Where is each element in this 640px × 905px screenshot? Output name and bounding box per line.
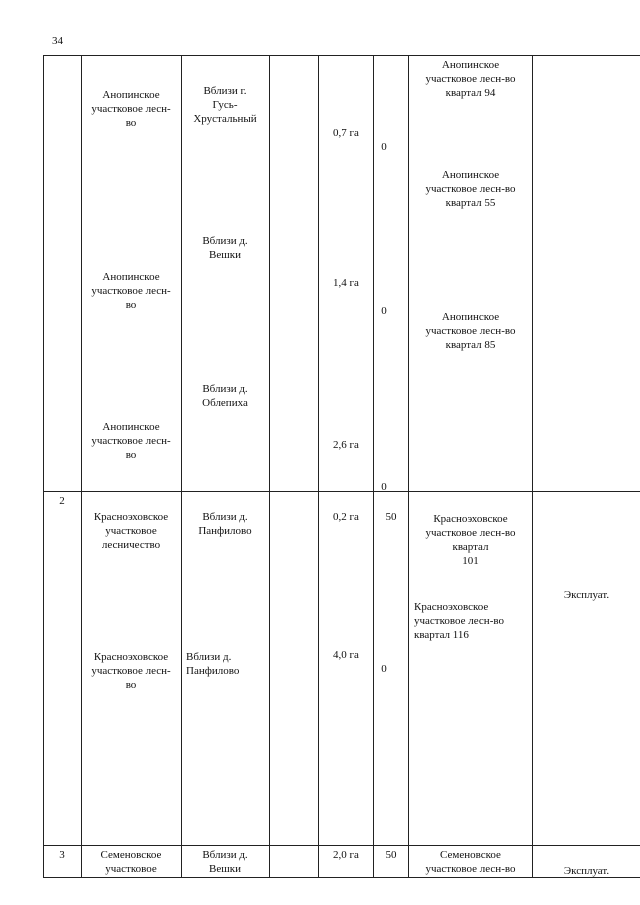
quarter-cell: Анопинское участковое лесн-во квартал 85 <box>425 311 516 351</box>
near-cell: Вблизи д. Панфилово <box>186 651 240 677</box>
value-cell: 0 <box>381 305 387 317</box>
value-cell: 50 <box>385 849 397 861</box>
location-cell: Анопинское участковое лесн- во <box>91 271 171 311</box>
area-cell: 1,4 га <box>333 277 359 289</box>
value-cell: 0 <box>381 141 387 153</box>
area-cell: 2,6 га <box>333 439 359 451</box>
near-cell: Вблизи г. Гусь- Хрустальный <box>193 85 257 125</box>
near-cell: Вблизи д. Панфилово <box>198 511 252 537</box>
status-cell: Эксплуат. <box>563 589 610 601</box>
status-cell: Эксплуат. <box>563 865 610 877</box>
near-cell: Вблизи д. Вешки <box>202 849 248 875</box>
area-cell: 0,7 га <box>333 127 359 139</box>
location-cell: Семеновское участковое <box>100 849 162 875</box>
quarter-cell: Анопинское участковое лесн-во квартал 55 <box>425 169 516 209</box>
quarter-cell: Красноэховское участковое лесн-во квартал 116 <box>414 601 504 641</box>
value-cell: 0 <box>381 481 387 493</box>
quarter-cell: Анопинское участковое лесн-во квартал 94 <box>425 59 516 99</box>
value-cell: 50 <box>385 511 397 523</box>
location-cell: Красноэховское участковое лесничество <box>93 511 169 551</box>
area-cell: 0,2 га <box>333 511 359 523</box>
near-cell: Вблизи д. Вешки <box>202 235 248 261</box>
value-cell: 0 <box>381 663 387 675</box>
location-cell: Красноэховское участковое лесн- во <box>91 651 171 691</box>
quarter-cell: Семеновское участковое лесн-во <box>425 849 516 875</box>
page-number: 34 <box>52 35 63 47</box>
quarter-cell: Красноэховское участковое лесн-во квартал 101 <box>425 513 516 567</box>
row-number: 3 <box>59 849 65 861</box>
near-cell: Вблизи д. Облепиха <box>202 383 248 409</box>
area-cell: 4,0 га <box>333 649 359 661</box>
area-cell: 2,0 га <box>333 849 359 861</box>
location-cell: Анопинское участковое лесн- во <box>91 89 171 129</box>
row-number: 2 <box>59 495 65 507</box>
location-cell: Анопинское участковое лесн- во <box>91 421 171 461</box>
